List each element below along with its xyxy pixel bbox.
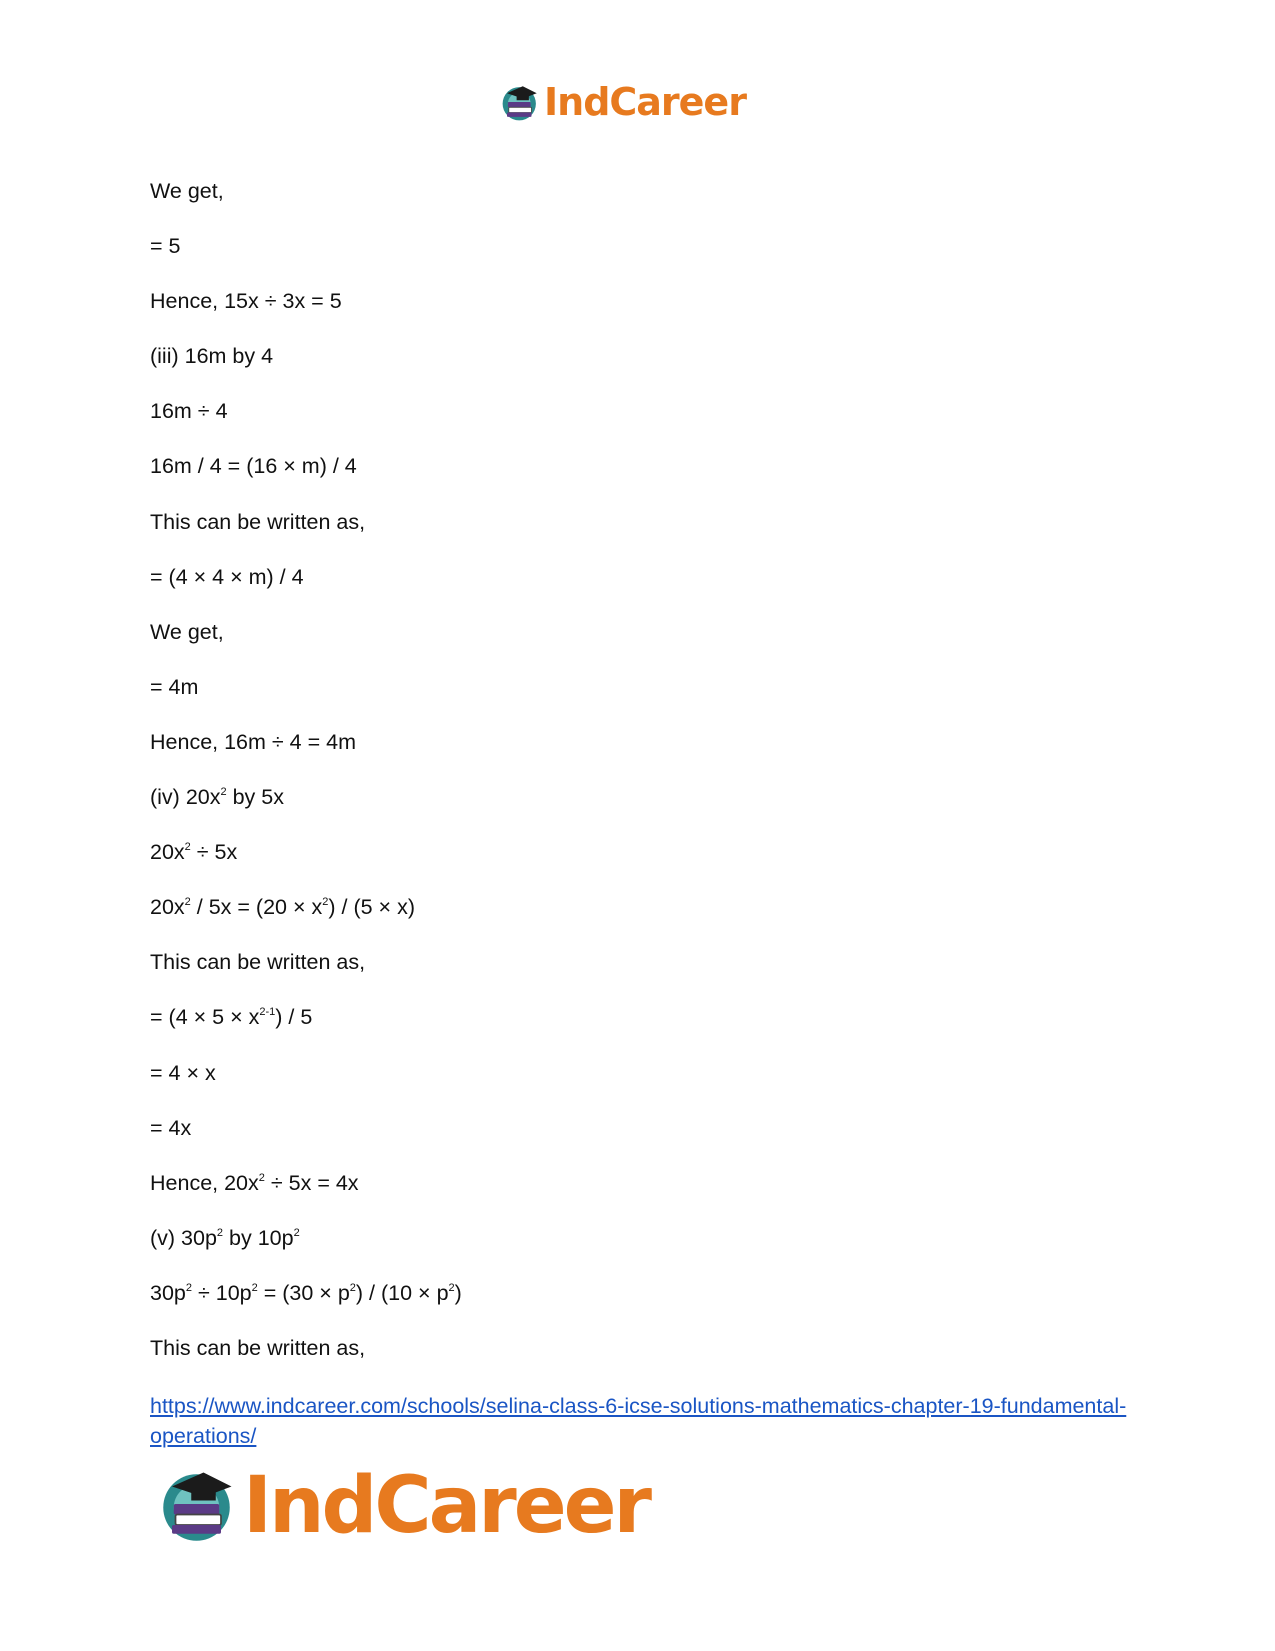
text-line: 16m / 4 = (16 × m) / 4 xyxy=(150,454,357,479)
text-line: = $(4 \times 5 \times x^{2-1}) / 5$ xyxy=(150,1005,313,1030)
logo-wordmark: IndCareer xyxy=(243,1461,649,1551)
source-link[interactable]: https://www.indcareer.com/schools/selina-class-6-icse-solutions-mathematics-chapter-19-fundamental-operations/ xyxy=(150,1394,1127,1448)
text-line: = 4 × x xyxy=(150,1060,216,1085)
text-line: This can be written as, xyxy=(150,1335,366,1360)
text-line: We get, xyxy=(150,179,224,203)
text-line: = (4 × 4 × m) / 4 xyxy=(150,564,304,589)
text-line: Hence, $20x^2 \div 5x = 4x$ xyxy=(150,1170,359,1195)
text-line: 16m ÷ 4 xyxy=(150,399,228,424)
text-line: (iii) 16m by 4 xyxy=(150,344,274,369)
header-logo xyxy=(500,78,770,126)
graduation-cap-books-globe-icon xyxy=(500,81,542,123)
text-line: $20x^2 \div 5x$ xyxy=(150,840,238,865)
footer-logo xyxy=(158,1458,698,1554)
text-line: = 4m xyxy=(150,674,199,699)
text-line: = 5 xyxy=(150,234,181,259)
text-line: $30p^2 \div 10p^2 = (30 \times p^2) / (10 \times p^2)$ xyxy=(150,1280,462,1305)
graduation-cap-books-globe-icon xyxy=(158,1462,242,1546)
text-line: We get, xyxy=(150,619,224,644)
document-body xyxy=(150,170,1130,1382)
text-line: $20x^2 / 5x = (20 \times x^2) / (5 \times x)$ xyxy=(150,895,415,920)
text-line: Hence, 15x ÷ 3x = 5 xyxy=(150,289,342,314)
text-line: (iv) $20x^2$ by 5x xyxy=(150,785,284,810)
text-line: This can be written as, xyxy=(150,950,366,975)
text-line: This can be written as, xyxy=(150,509,366,534)
logo-wordmark: IndCareer xyxy=(544,80,746,124)
text-line: = 4x xyxy=(150,1115,192,1140)
text-line: (v) $30p^2$ by $10p^2$ xyxy=(150,1225,300,1250)
text-line: Hence, 16m ÷ 4 = 4m xyxy=(150,729,356,754)
